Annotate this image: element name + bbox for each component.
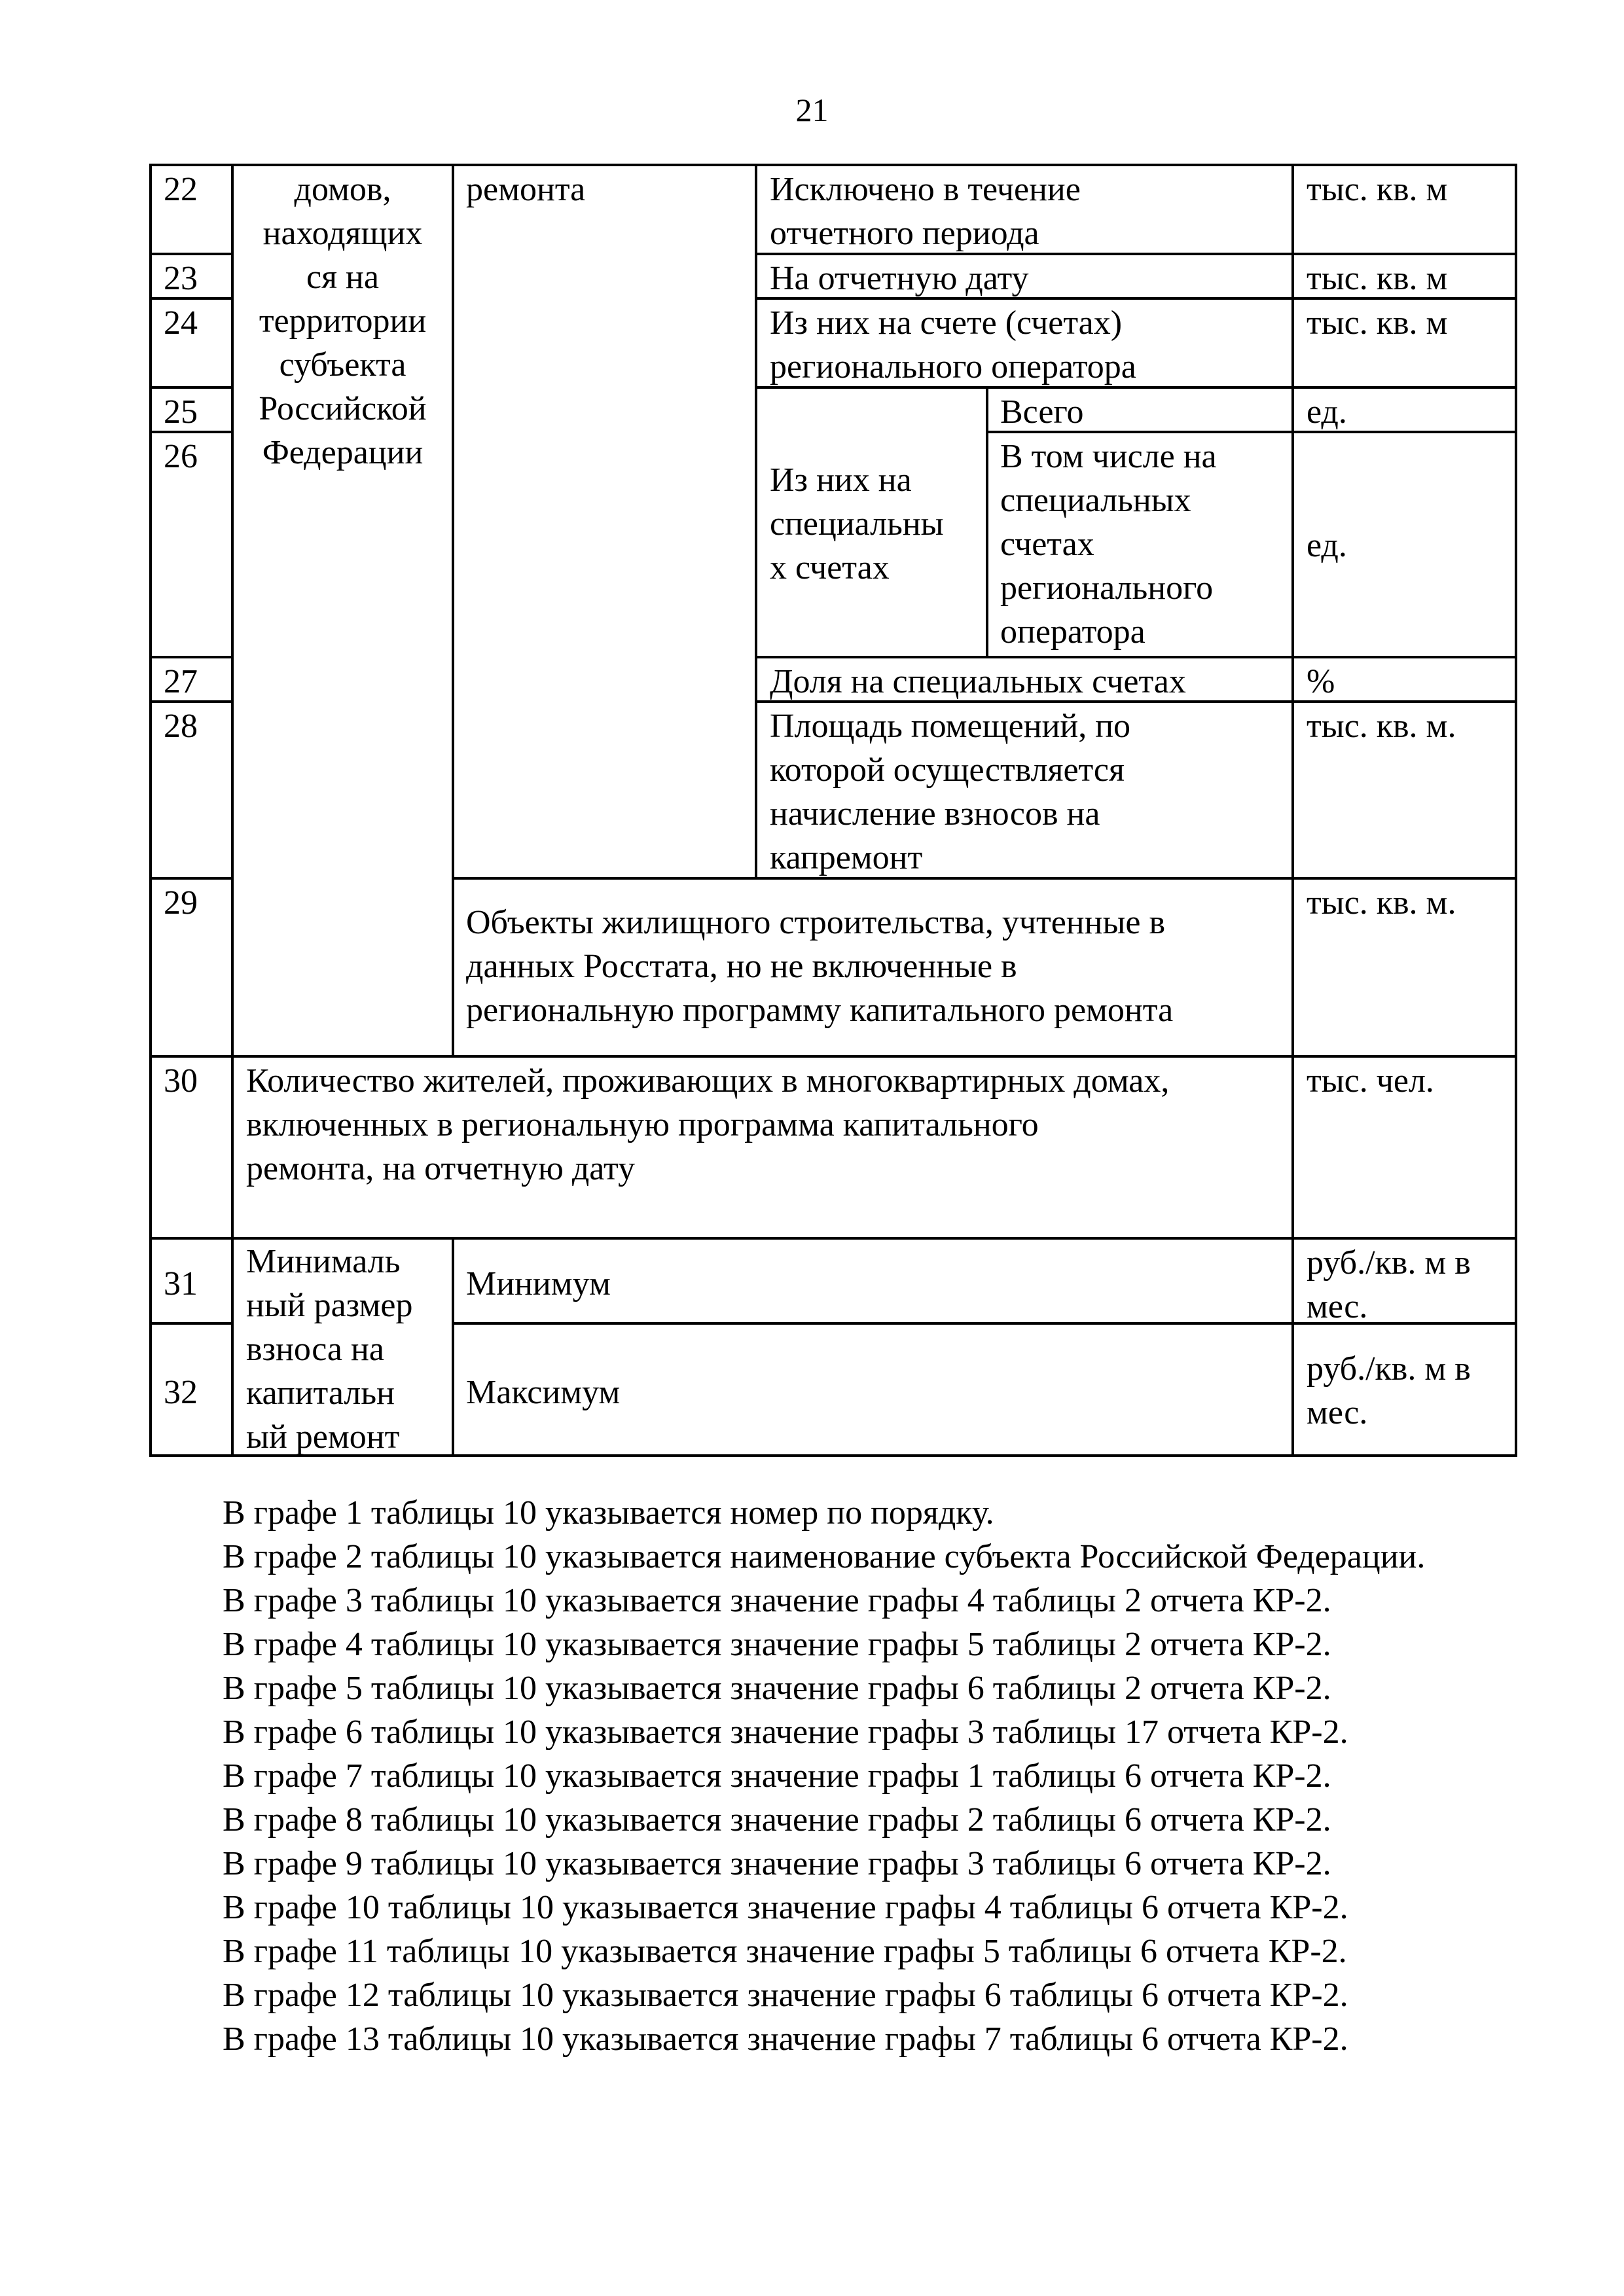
page-number: 21 [795, 92, 829, 128]
repair-label-cell: ремонта [466, 171, 586, 208]
note-paragraph: В графе 12 таблицы 10 указывается значение графы 6 таблицы 6 отчета КР-2. [223, 1977, 1348, 2014]
table-rule [452, 164, 454, 1055]
unit-cell: тыс. кв. м. [1307, 884, 1456, 922]
special-accounts-cell: Из них на специальны х счетах [770, 461, 944, 586]
unit-cell: ед. [1307, 527, 1347, 564]
row-number: 23 [164, 260, 198, 297]
row-number: 30 [164, 1062, 198, 1100]
table-rule [149, 1055, 1517, 1058]
unit-cell: тыс. кв. м [1307, 260, 1448, 297]
table-rule [452, 1237, 454, 1457]
notes-section [149, 1491, 1517, 2061]
maximum-cell: Максимум [466, 1374, 621, 1411]
table-rule [149, 253, 231, 255]
table-rule [149, 656, 231, 658]
row-number: 27 [164, 663, 198, 700]
operator-accounts-cell: Из них на счете (счетах) регионального оператора [770, 304, 1136, 386]
table-rule [1515, 164, 1517, 1457]
row-number: 24 [164, 304, 198, 342]
unit-cell: тыс. кв. м [1307, 171, 1448, 208]
total-cell: Всего [1000, 393, 1084, 431]
note-paragraph: В графе 5 таблицы 10 указывается значение графы 6 таблицы 2 отчета КР-2. [223, 1670, 1331, 1707]
table-rule [986, 386, 988, 656]
note-paragraph: В графе 3 таблицы 10 указывается значение графы 4 таблицы 2 отчета КР-2. [223, 1582, 1331, 1619]
unit-cell: руб./кв. м в мес. [1307, 1244, 1471, 1325]
unit-cell: ед. [1307, 393, 1347, 431]
unit-cell: тыс. кв. м. [1307, 708, 1456, 745]
table-rule [149, 164, 152, 1457]
row-number: 31 [164, 1265, 198, 1302]
row-number: 25 [164, 393, 198, 431]
table-rule [149, 164, 1517, 166]
row-number: 29 [164, 884, 198, 922]
row-number: 26 [164, 438, 198, 475]
premises-area-cell: Площадь помещений, по которой осуществляется начисление взносов на капремонт [770, 708, 1131, 876]
note-paragraph: В графе 4 таблицы 10 указывается значение графы 5 таблицы 2 отчета КР-2. [223, 1626, 1331, 1663]
note-paragraph: В графе 7 таблицы 10 указывается значение графы 1 таблицы 6 отчета КР-2. [223, 1757, 1331, 1795]
table-rule [149, 877, 231, 880]
rosstat-objects-cell: Объекты жилищного строительства, учтенные в данных Росстата, но не включенные в региональную программу капитального ремонта [466, 904, 1174, 1029]
unit-cell: тыс. кв. м [1307, 304, 1448, 342]
row-number: 28 [164, 708, 198, 745]
table-rule [149, 1322, 231, 1325]
note-paragraph: В графе 2 таблицы 10 указывается наименование субъекта Российской Федерации. [223, 1538, 1426, 1575]
note-paragraph: В графе 9 таблицы 10 указывается значение графы 3 таблицы 6 отчета КР-2. [223, 1845, 1331, 1882]
incl-operator-special-cell: В том числе на специальных счетах регионального оператора [1000, 438, 1217, 651]
on-date-cell: На отчетную дату [770, 260, 1029, 297]
report-table [149, 164, 1517, 1473]
row-number: 32 [164, 1374, 198, 1411]
group-label-cell: домов, находящих ся на территории субъекта Российской Федерации [259, 171, 427, 471]
note-paragraph: В графе 6 таблицы 10 указывается значение графы 3 таблицы 17 отчета КР-2. [223, 1713, 1348, 1751]
excluded-cell: Исключено в течение отчетного периода [770, 171, 1081, 252]
note-paragraph: В графе 1 таблицы 10 указывается номер по порядку. [223, 1494, 994, 1532]
min-contribution-label-cell: Минималь ный размер взноса на капитальн ый ремонт [246, 1243, 413, 1456]
table-rule [755, 656, 1517, 658]
row-number: 22 [164, 171, 198, 208]
table-rule [755, 164, 757, 877]
unit-cell: % [1307, 663, 1335, 700]
table-rule [149, 386, 231, 389]
special-share-cell: Доля на специальных счетах [770, 663, 1186, 700]
unit-cell: тыс. чел. [1307, 1062, 1434, 1100]
note-paragraph: В графе 11 таблицы 10 указывается значение графы 5 таблицы 6 отчета КР-2. [223, 1933, 1347, 1970]
minimum-cell: Минимум [466, 1265, 611, 1302]
table-rule [1291, 164, 1294, 1457]
note-paragraph: В графе 10 таблицы 10 указывается значение графы 4 таблицы 6 отчета КР-2. [223, 1889, 1348, 1926]
note-paragraph: В графе 8 таблицы 10 указывается значение графы 2 таблицы 6 отчета КР-2. [223, 1801, 1331, 1839]
residents-cell: Количество жителей, проживающих в многоквартирных домах, включенных в региональную программа капитального ремонта, на отчетную дату [246, 1062, 1170, 1187]
unit-cell: руб./кв. м в мес. [1307, 1350, 1471, 1431]
note-paragraph: В графе 13 таблицы 10 указывается значение графы 7 таблицы 6 отчета КР-2. [223, 2020, 1348, 2058]
